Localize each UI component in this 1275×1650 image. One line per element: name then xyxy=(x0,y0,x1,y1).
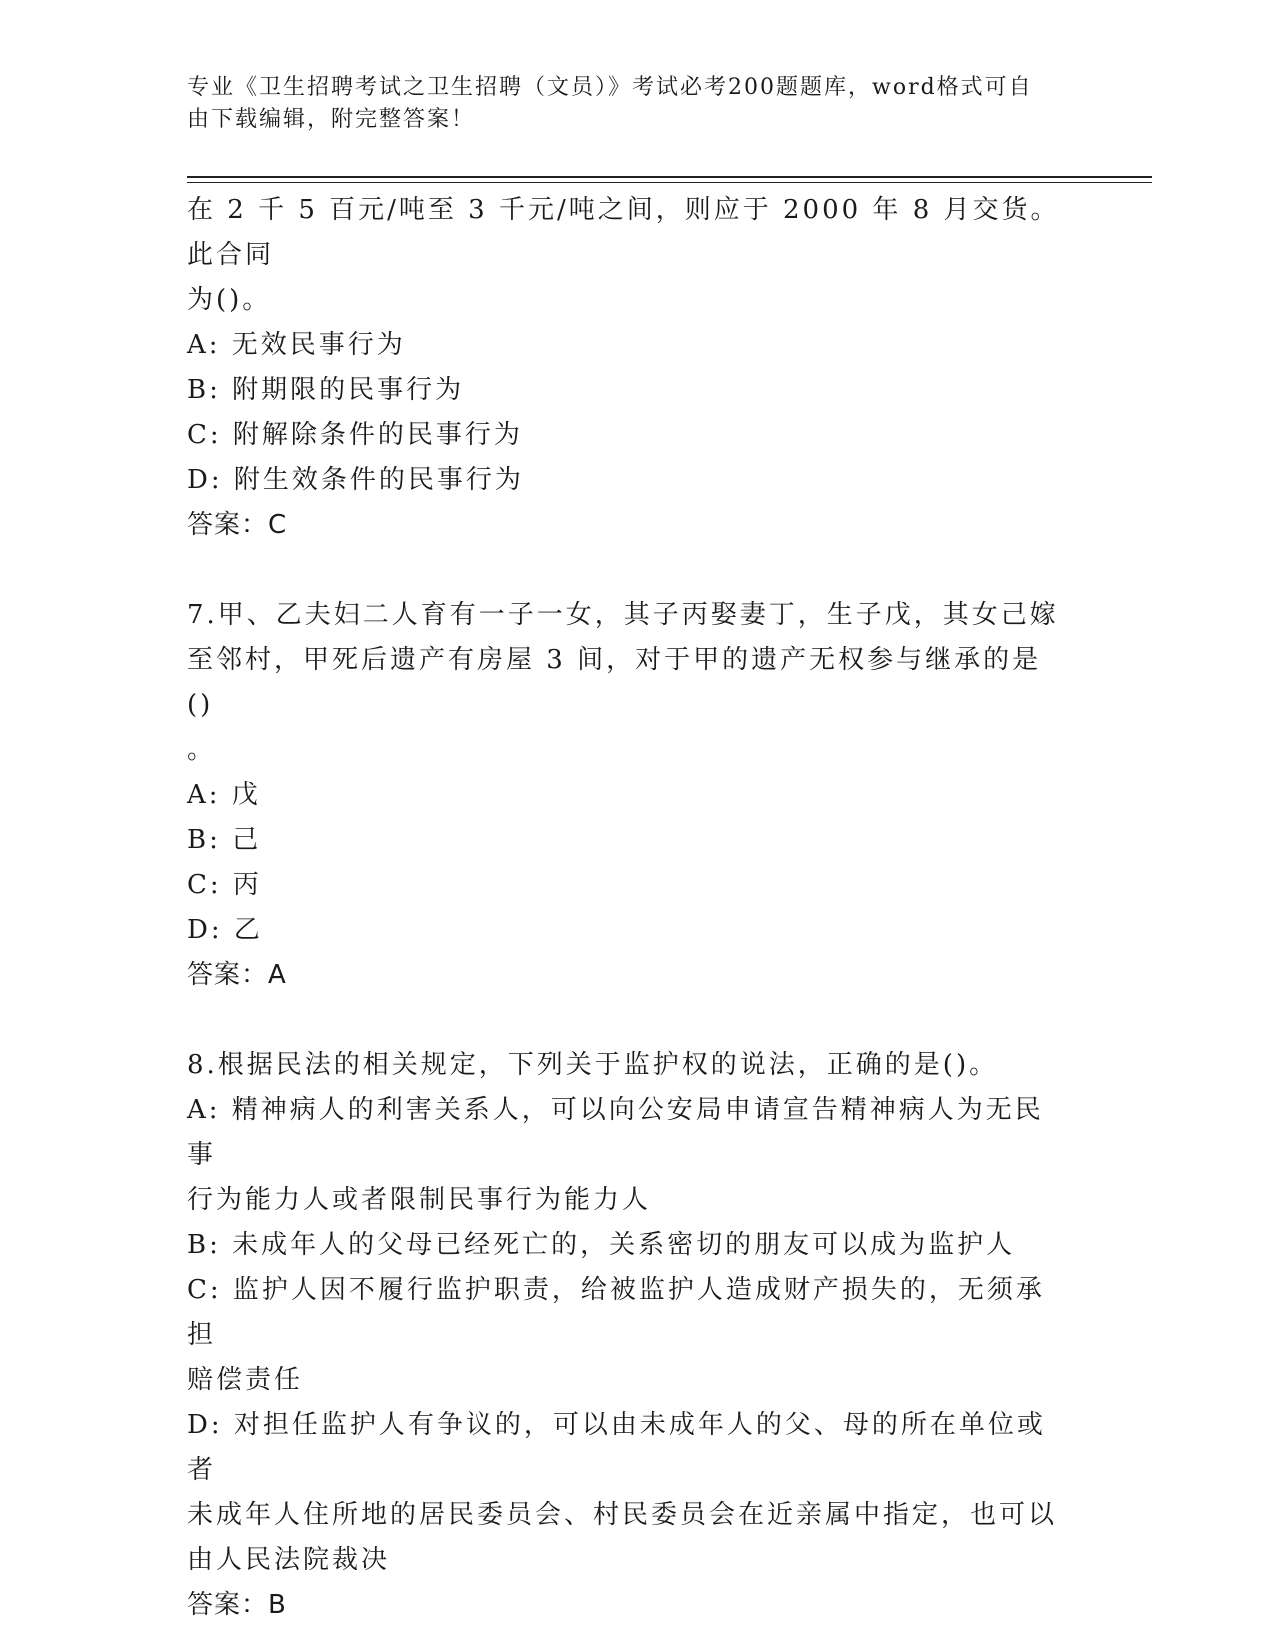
option-a: A: 戊 xyxy=(187,780,261,810)
question-text: 在 2 千 5 百元/吨至 3 千元/吨之间，则应于 2000 年 8 月交货。此合同 xyxy=(187,195,1060,270)
header-divider-thin xyxy=(187,182,1152,183)
answer-label: 答案：B xyxy=(187,1590,287,1620)
answer-label: 答案：C xyxy=(187,510,288,540)
spacer xyxy=(187,998,1067,1043)
question-text: 至邻村，甲死后遗产有房屋 3 间，对于甲的遗产无权参与继承的是() xyxy=(187,645,1042,720)
question-6-continued xyxy=(187,188,1067,548)
question-text: 8.根据民法的相关规定，下列关于监护权的说法，正确的是()。 xyxy=(187,1050,999,1080)
option-b: B: 附期限的民事行为 xyxy=(187,375,465,405)
option-c: C: 监护人因不履行监护职责，给被监护人造成财产损失的，无须承担 xyxy=(187,1275,1045,1350)
option-d: D: 乙 xyxy=(187,915,263,945)
question-text: 。 xyxy=(187,735,217,765)
option-a: A: 无效民事行为 xyxy=(187,330,406,360)
option-d: D: 对担任监护人有争议的，可以由未成年人的父、母的所在单位或者 xyxy=(187,1410,1046,1485)
header-line-2: 由下载编辑，附完整答案！ xyxy=(187,107,476,132)
option-a: A: 精神病人的利害关系人，可以向公安局申请宣告精神病人为无民事 xyxy=(187,1095,1044,1170)
spacer xyxy=(187,548,1067,593)
option-d: D: 附生效条件的民事行为 xyxy=(187,465,524,495)
option-a-continued: 行为能力人或者限制民事行为能力人 xyxy=(187,1185,652,1215)
option-c-continued: 赔偿责任 xyxy=(187,1365,304,1395)
header-divider-thick xyxy=(187,176,1152,178)
option-d-continued: 由人民法院裁决 xyxy=(187,1545,391,1575)
question-text: 7.甲、乙夫妇二人育有一子一女，其子丙娶妻丁，生子戊，其女己嫁 xyxy=(187,600,1059,630)
option-b: B: 己 xyxy=(187,825,262,855)
option-c: C: 丙 xyxy=(187,870,262,900)
question-content xyxy=(187,188,1067,1628)
header-line-1: 专业《卫生招聘考试之卫生招聘（文员）》考试必考200题题库，word格式可自 xyxy=(187,75,1033,100)
option-b: B: 未成年人的父母已经死亡的，关系密切的朋友可以成为监护人 xyxy=(187,1230,1016,1260)
question-7 xyxy=(187,593,1067,998)
question-text: 为()。 xyxy=(187,285,272,315)
option-d-continued: 未成年人住所地的居民委员会、村民委员会在近亲属中指定，也可以 xyxy=(187,1500,1058,1530)
page-header xyxy=(187,72,1067,136)
answer-label: 答案：A xyxy=(187,960,287,990)
question-8 xyxy=(187,1043,1067,1628)
option-c: C: 附解除条件的民事行为 xyxy=(187,420,523,450)
